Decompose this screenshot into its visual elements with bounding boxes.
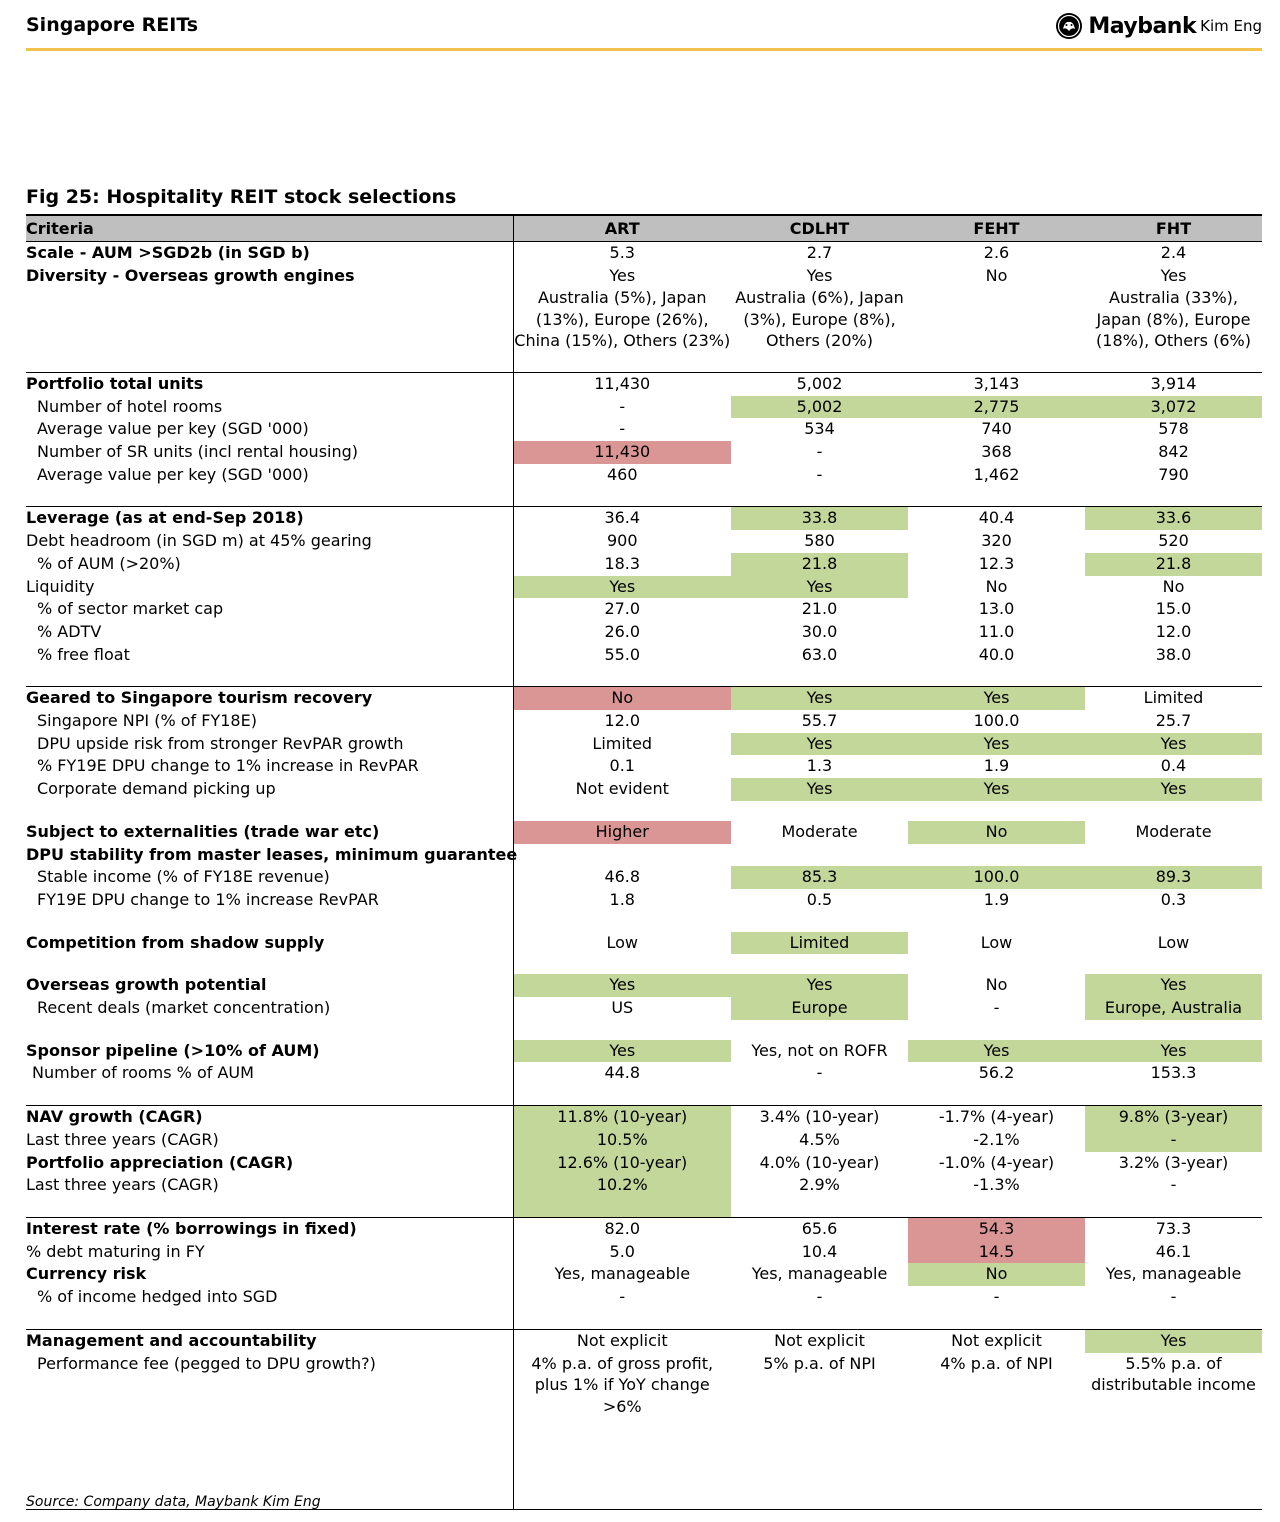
cell: -1.3% bbox=[973, 1175, 1020, 1195]
cell: 153.3 bbox=[1150, 1063, 1197, 1083]
cell: Yes bbox=[513, 265, 731, 288]
row-label: Last three years (CAGR) bbox=[26, 1129, 219, 1149]
cell: 0.5 bbox=[806, 889, 833, 909]
row-label: % of AUM (>20%) bbox=[37, 553, 181, 573]
cell: -1.7% (4-year) bbox=[908, 1106, 1085, 1129]
cell: 10.2% bbox=[513, 1174, 731, 1197]
row-label: Number of hotel rooms bbox=[37, 396, 223, 416]
cell: 578 bbox=[1158, 419, 1189, 439]
cell: Europe bbox=[731, 997, 908, 1020]
table-row bbox=[26, 530, 1262, 553]
cell bbox=[1085, 844, 1262, 867]
table-row bbox=[26, 1241, 1262, 1264]
cell: 3,072 bbox=[1085, 396, 1262, 419]
row-label: Scale - AUM >SGD2b (in SGD b) bbox=[26, 243, 310, 262]
page-header bbox=[26, 0, 1262, 51]
row-label: Currency risk bbox=[26, 1264, 147, 1284]
row-label: Last three years (CAGR) bbox=[26, 1175, 219, 1195]
cell: Yes bbox=[908, 687, 1085, 710]
cell: 15.0 bbox=[1155, 599, 1192, 619]
row-label: Management and accountability bbox=[26, 1329, 513, 1352]
cell: - bbox=[513, 418, 731, 441]
cell bbox=[908, 844, 1085, 867]
cell: 14.5 bbox=[908, 1241, 1085, 1264]
cell: 1.9 bbox=[983, 756, 1010, 776]
cell: 12.3 bbox=[978, 553, 1015, 573]
column-header: ART bbox=[513, 215, 731, 242]
cell: 56.2 bbox=[978, 1063, 1015, 1083]
cell: 46.8 bbox=[513, 866, 731, 889]
cell: 11,430 bbox=[513, 372, 731, 395]
cell: 1,462 bbox=[973, 464, 1020, 484]
cell: 3,143 bbox=[908, 372, 1085, 395]
cell: - bbox=[993, 998, 1000, 1018]
table-row bbox=[26, 1218, 1262, 1241]
table-row bbox=[26, 507, 1262, 530]
table-row bbox=[26, 598, 1262, 621]
cell: Yes bbox=[1085, 778, 1262, 801]
cell: Limited bbox=[513, 733, 731, 756]
cell: 3.4% (10-year) bbox=[731, 1106, 908, 1129]
row-label: Recent deals (market concentration) bbox=[37, 998, 331, 1018]
cell: 4% p.a. of NPI bbox=[940, 1353, 1053, 1373]
table-row bbox=[26, 889, 1262, 912]
table-row bbox=[26, 644, 1262, 667]
cell: 10.4 bbox=[801, 1241, 838, 1261]
cell: 1.9 bbox=[983, 889, 1010, 909]
column-header: FEHT bbox=[908, 215, 1085, 242]
cell: - bbox=[816, 1287, 823, 1307]
table-row bbox=[26, 265, 1262, 288]
cell: Yes, not on ROFR bbox=[751, 1040, 888, 1060]
cell: 85.3 bbox=[731, 866, 908, 889]
cell: Australia (6%), Japan (3%), Europe (8%), Others (20%) bbox=[735, 288, 904, 351]
table-row bbox=[26, 755, 1262, 778]
cell: 21.0 bbox=[801, 599, 838, 619]
table-row bbox=[26, 242, 1262, 265]
cell: 520 bbox=[1158, 531, 1189, 551]
cell: 1.3 bbox=[806, 756, 833, 776]
cell: No bbox=[908, 1263, 1085, 1286]
cell: 11.8% (10-year) bbox=[513, 1106, 731, 1129]
cell: Yes bbox=[908, 778, 1085, 801]
cell: - bbox=[816, 464, 823, 484]
spacer-row bbox=[26, 486, 1262, 507]
cell: 11,430 bbox=[513, 441, 731, 464]
table-row bbox=[26, 1040, 1262, 1063]
cell: Not evident bbox=[513, 778, 731, 801]
cell: 320 bbox=[981, 531, 1012, 551]
cell: Yes bbox=[806, 265, 833, 285]
cell: Not explicit bbox=[908, 1329, 1085, 1352]
cell: - bbox=[513, 396, 731, 419]
row-label: Portfolio total units bbox=[26, 372, 513, 395]
cell: 21.8 bbox=[731, 553, 908, 576]
cell: Moderate bbox=[781, 821, 858, 841]
cell: Yes bbox=[1085, 1329, 1262, 1352]
column-header: FHT bbox=[1085, 215, 1262, 242]
row-label: Overseas growth potential bbox=[26, 975, 267, 995]
cell: No bbox=[985, 576, 1008, 596]
cell: 38.0 bbox=[1155, 644, 1192, 664]
cell: 21.8 bbox=[1085, 553, 1262, 576]
spacer-row bbox=[26, 912, 1262, 932]
cell: 11.0 bbox=[978, 621, 1015, 641]
cell: 12.0 bbox=[513, 710, 731, 733]
row-label: Liquidity bbox=[26, 576, 95, 596]
cell: - bbox=[1085, 1129, 1262, 1152]
cell: 63.0 bbox=[801, 644, 838, 664]
table-row bbox=[26, 1353, 1262, 1418]
cell: 18.3 bbox=[513, 553, 731, 576]
cell: 26.0 bbox=[513, 621, 731, 644]
cell: Yes bbox=[1085, 974, 1262, 997]
cell: 55.0 bbox=[513, 644, 731, 667]
cell: 4% p.a. of gross profit, plus 1% if YoY change >6% bbox=[513, 1353, 731, 1418]
cell: No bbox=[513, 687, 731, 710]
cell: 27.0 bbox=[513, 598, 731, 621]
cell: 842 bbox=[1158, 442, 1189, 462]
cell: 36.4 bbox=[513, 507, 731, 530]
cell: 2.7 bbox=[806, 243, 833, 262]
table-row bbox=[26, 396, 1262, 419]
cell: 2.9% bbox=[799, 1175, 840, 1195]
cell: 54.3 bbox=[908, 1218, 1085, 1241]
cell: Yes bbox=[513, 1040, 731, 1063]
table-row bbox=[26, 287, 1262, 352]
row-label: NAV growth (CAGR) bbox=[26, 1106, 513, 1129]
spacer-row bbox=[26, 666, 1262, 687]
cell: Yes, manageable bbox=[751, 1264, 888, 1284]
cell: Limited bbox=[731, 932, 908, 955]
row-label bbox=[26, 287, 513, 352]
spacer-row bbox=[26, 352, 1262, 373]
cell: 65.6 bbox=[731, 1218, 908, 1241]
cell: 1.8 bbox=[513, 889, 731, 912]
cell: Yes bbox=[731, 576, 908, 599]
cell: Not explicit bbox=[513, 1329, 731, 1352]
cell: 740 bbox=[981, 419, 1012, 439]
cell: Yes bbox=[1085, 1040, 1262, 1063]
cell: Australia (33%), Japan (8%), Europe (18%), Others (6%) bbox=[1096, 288, 1251, 351]
row-label: FY19E DPU change to 1% increase RevPAR bbox=[37, 889, 379, 909]
row-label: Portfolio appreciation (CAGR) bbox=[26, 1152, 294, 1172]
row-label: Performance fee (pegged to DPU growth?) bbox=[37, 1353, 376, 1373]
cell: Not explicit bbox=[731, 1329, 908, 1352]
row-label: Number of rooms % of AUM bbox=[32, 1063, 254, 1083]
cell: 25.7 bbox=[1155, 711, 1192, 731]
column-header: CDLHT bbox=[731, 215, 908, 242]
figure-title: Fig 25: Hospitality REIT stock selections bbox=[26, 186, 457, 208]
cell: 5.0 bbox=[513, 1241, 731, 1264]
cell: 534 bbox=[804, 419, 835, 439]
cell: No bbox=[908, 821, 1085, 844]
cell: 12.6% (10-year) bbox=[513, 1152, 731, 1175]
row-label: Stable income (% of FY18E revenue) bbox=[37, 867, 330, 887]
row-label: Corporate demand picking up bbox=[37, 779, 276, 799]
cell: - bbox=[1170, 1175, 1177, 1195]
cell: 55.7 bbox=[801, 711, 838, 731]
row-label: Average value per key (SGD '000) bbox=[37, 419, 309, 439]
table-row bbox=[26, 1174, 1262, 1197]
table-row bbox=[26, 1129, 1262, 1152]
cell: 46.1 bbox=[1155, 1241, 1192, 1261]
row-label: % of income hedged into SGD bbox=[37, 1287, 278, 1307]
tiger-emblem-icon bbox=[1055, 12, 1083, 40]
table-row bbox=[26, 372, 1262, 395]
cell: 82.0 bbox=[513, 1218, 731, 1241]
cell: Yes bbox=[513, 576, 731, 599]
cell: 580 bbox=[804, 531, 835, 551]
cell: 3.2% (3-year) bbox=[1118, 1152, 1229, 1172]
cell: - bbox=[816, 1063, 823, 1083]
cell: 5% p.a. of NPI bbox=[763, 1353, 876, 1373]
cell: Low bbox=[513, 932, 731, 955]
table-row bbox=[26, 1286, 1262, 1309]
cell: 4.5% bbox=[799, 1129, 840, 1149]
cell: 44.8 bbox=[513, 1062, 731, 1085]
cell: - bbox=[1170, 1287, 1177, 1307]
cell: Limited bbox=[1085, 687, 1262, 710]
table-row bbox=[26, 1152, 1262, 1175]
table-row bbox=[26, 1062, 1262, 1085]
table-row bbox=[26, 997, 1262, 1020]
cell: Moderate bbox=[1135, 821, 1212, 841]
row-label: DPU upside risk from stronger RevPAR growth bbox=[37, 733, 404, 753]
table-row bbox=[26, 778, 1262, 801]
row-label: Number of SR units (incl rental housing) bbox=[37, 442, 359, 462]
cell: 900 bbox=[513, 530, 731, 553]
table-row bbox=[26, 687, 1262, 710]
cell: 40.0 bbox=[978, 644, 1015, 664]
cell: - bbox=[816, 442, 823, 462]
cell: 4.0% (10-year) bbox=[759, 1152, 880, 1172]
cell: Yes bbox=[1160, 265, 1187, 285]
cell bbox=[908, 287, 1085, 352]
row-label: Subject to externalities (trade war etc) bbox=[26, 821, 380, 841]
cell: 100.0 bbox=[973, 711, 1020, 731]
cell: 460 bbox=[513, 464, 731, 487]
cell: 790 bbox=[1158, 464, 1189, 484]
cell: Yes bbox=[731, 687, 908, 710]
cell: 30.0 bbox=[801, 621, 838, 641]
cell: No bbox=[985, 975, 1008, 995]
cell: Low bbox=[980, 932, 1013, 952]
row-label: Average value per key (SGD '000) bbox=[37, 464, 309, 484]
cell: 5.3 bbox=[513, 242, 731, 265]
table-row bbox=[26, 1263, 1262, 1286]
row-label: Leverage (as at end-Sep 2018) bbox=[26, 507, 513, 530]
cell: Yes bbox=[513, 974, 731, 997]
table-row bbox=[26, 464, 1262, 487]
spacer-row bbox=[26, 1309, 1262, 1330]
cell: Yes, manageable bbox=[1105, 1264, 1242, 1284]
cell: 2.6 bbox=[983, 243, 1010, 262]
spacer-row bbox=[26, 1020, 1262, 1040]
row-label: % debt maturing in FY bbox=[26, 1241, 205, 1261]
table-row bbox=[26, 821, 1262, 844]
cell: 10.5% bbox=[513, 1129, 731, 1152]
cell: No bbox=[985, 265, 1008, 285]
cell: Yes, manageable bbox=[513, 1263, 731, 1286]
cell: Yes bbox=[1085, 733, 1262, 756]
cell: - bbox=[513, 1286, 731, 1309]
row-label: % FY19E DPU change to 1% increase in RevPAR bbox=[37, 756, 419, 776]
cell: -1.0% (4-year) bbox=[938, 1152, 1055, 1172]
cell: Australia (5%), Japan (13%), Europe (26%), China (15%), Others (23%) bbox=[514, 288, 731, 351]
spacer-row bbox=[26, 801, 1262, 821]
cell: 5,002 bbox=[731, 396, 908, 419]
cell: 73.3 bbox=[1085, 1218, 1262, 1241]
cell: Low bbox=[1157, 932, 1190, 952]
row-label: % free float bbox=[37, 644, 130, 664]
source-note: Source: Company data, Maybank Kim Eng bbox=[26, 1494, 321, 1510]
cell: Yes bbox=[908, 733, 1085, 756]
cell: No bbox=[1162, 576, 1185, 596]
cell: 100.0 bbox=[908, 866, 1085, 889]
table-row bbox=[26, 1106, 1262, 1129]
maybank-logo bbox=[1055, 10, 1262, 42]
cell: Europe, Australia bbox=[1085, 997, 1262, 1020]
cell: 0.4 bbox=[1160, 756, 1187, 776]
row-label: DPU stability from master leases, minimum guarantee bbox=[26, 844, 518, 864]
spacer-row bbox=[26, 1197, 1262, 1218]
table-row bbox=[26, 844, 1262, 867]
cell: 0.3 bbox=[1160, 889, 1187, 909]
spacer-row bbox=[26, 1085, 1262, 1106]
logo-brand: Maybank bbox=[1088, 13, 1197, 39]
row-label: Debt headroom (in SGD m) at 45% gearing bbox=[26, 531, 372, 551]
cell: 33.8 bbox=[731, 507, 908, 530]
cell: - bbox=[993, 1287, 1000, 1307]
cell: 2,775 bbox=[908, 396, 1085, 419]
row-label: Singapore NPI (% of FY18E) bbox=[37, 711, 257, 731]
row-label: Diversity - Overseas growth engines bbox=[26, 265, 355, 285]
cell: 368 bbox=[981, 442, 1012, 462]
row-label: Geared to Singapore tourism recovery bbox=[26, 687, 513, 710]
spacer-row bbox=[26, 954, 1262, 974]
cell: 2.4 bbox=[1160, 243, 1187, 262]
cell: 13.0 bbox=[978, 599, 1015, 619]
table-row bbox=[26, 441, 1262, 464]
table-header-row bbox=[26, 215, 1262, 242]
cell bbox=[513, 844, 731, 867]
table-row bbox=[26, 1329, 1262, 1352]
logo-sub: Kim Eng bbox=[1200, 17, 1262, 35]
cell: 12.0 bbox=[1155, 621, 1192, 641]
cell: 40.4 bbox=[908, 507, 1085, 530]
table-row bbox=[26, 553, 1262, 576]
stock-selection-table bbox=[26, 214, 1262, 1510]
cell: 3,914 bbox=[1085, 372, 1262, 395]
cell: 5,002 bbox=[731, 372, 908, 395]
cell: 5.5% p.a. of distributable income bbox=[1091, 1353, 1256, 1395]
cell: 33.6 bbox=[1085, 507, 1262, 530]
table-row bbox=[26, 932, 1262, 955]
cell: US bbox=[513, 997, 731, 1020]
cell: Yes bbox=[731, 974, 908, 997]
cell: Yes bbox=[908, 1040, 1085, 1063]
table-row bbox=[26, 974, 1262, 997]
table-row bbox=[26, 710, 1262, 733]
cell: 9.8% (3-year) bbox=[1085, 1106, 1262, 1129]
cell bbox=[731, 844, 908, 867]
row-label: % ADTV bbox=[37, 621, 102, 641]
cell: 0.1 bbox=[513, 755, 731, 778]
cell: 89.3 bbox=[1085, 866, 1262, 889]
cell: Yes bbox=[731, 778, 908, 801]
row-label: Competition from shadow supply bbox=[26, 932, 325, 952]
table-row bbox=[26, 866, 1262, 889]
table-row bbox=[26, 733, 1262, 756]
cell: Yes bbox=[731, 733, 908, 756]
cell: Higher bbox=[513, 821, 731, 844]
table-row bbox=[26, 418, 1262, 441]
row-label: Interest rate (% borrowings in fixed) bbox=[26, 1218, 513, 1241]
table-row bbox=[26, 621, 1262, 644]
cell: -2.1% bbox=[973, 1129, 1020, 1149]
table-row bbox=[26, 576, 1262, 599]
column-header: Criteria bbox=[26, 215, 513, 242]
row-label: % of sector market cap bbox=[37, 599, 224, 619]
section-title: Singapore REITs bbox=[26, 14, 199, 36]
row-label: Sponsor pipeline (>10% of AUM) bbox=[26, 1040, 320, 1060]
